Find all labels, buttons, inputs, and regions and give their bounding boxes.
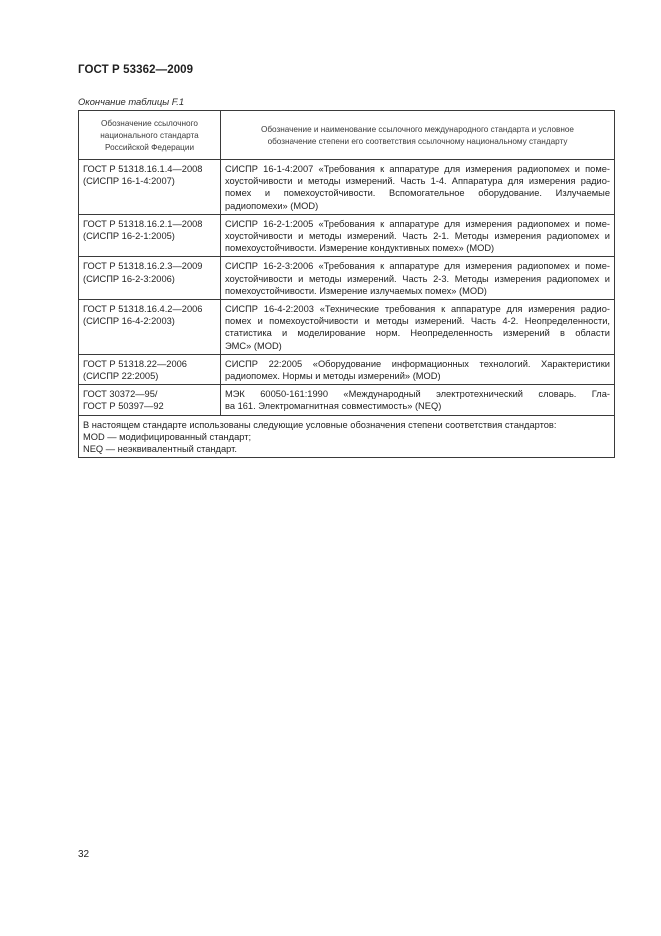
international-standard-line: СИСПР 16-4-2:2003 «Технические требования к аппаратуре для измерения радио- <box>225 304 610 315</box>
international-standard-line: СИСПР 22:2005 «Оборудование информационных технологий. Характеристики <box>225 358 610 369</box>
column-header-line: национального стандарта <box>100 130 199 140</box>
international-standard-cell <box>221 160 615 215</box>
international-standard-line: хоустойчивости и методы измерений. Часть 2-3. Методы измерения радиопомех и <box>225 273 610 284</box>
column-header-line: Российской Федерации <box>104 142 195 152</box>
international-standard-line: СИСПР 16-2-1:2005 «Требования к аппаратуре для измерения радиопомех и поме- <box>225 218 610 229</box>
table-row <box>79 214 615 257</box>
table-row <box>79 385 615 415</box>
table-body <box>79 160 615 458</box>
column-header-line: Обозначение ссылочного <box>101 118 198 128</box>
national-standard-line: (СИСПР 16-2-1:2005) <box>83 231 175 242</box>
international-standard-line: СИСПР 16-1-4:2007 «Требования к аппаратуре для измерения радиопомех и поме- <box>225 164 610 174</box>
table-row <box>79 257 615 300</box>
national-standard-cell <box>79 300 221 355</box>
international-standard-line: помех и помехоустойчивости и методы измерений. Часть 4-2. Неопределенности, <box>225 316 610 327</box>
column-header-line: Обозначение и наименование ссылочного международного стандарта и условное <box>261 124 574 134</box>
national-standard-line: (СИСПР 16-1-4:2007) <box>83 176 175 187</box>
international-standard-line: ва 161. Электромагнитная совместимость» (NEQ) <box>225 401 442 412</box>
international-standard-line: статистика и моделирование норм. Неопределенность измерений в области <box>225 328 610 339</box>
table-note-line: MOD — модифицированный стандарт; <box>83 431 252 442</box>
national-standard-line: (СИСПР 16-4-2:2003) <box>83 316 175 327</box>
table-note-row <box>79 415 615 458</box>
table-row <box>79 160 615 215</box>
page-number: 32 <box>78 849 90 860</box>
international-standard-line: СИСПР 16-2-3:2006 «Требования к аппаратуре для измерения радиопомех и поме- <box>225 261 610 272</box>
column-header-international-standard <box>221 111 615 160</box>
document-header-title: ГОСТ Р 53362—2009 <box>78 64 194 76</box>
national-standard-cell <box>79 385 221 415</box>
reference-standards-table <box>78 110 615 458</box>
national-standard-cell <box>79 160 221 215</box>
national-standard-line: ГОСТ Р 51318.16.2.3—2009 <box>83 261 203 272</box>
table-note-line: В настоящем стандарте использованы следующие условные обозначения степени соответствия стандартов: <box>83 419 557 430</box>
international-standard-cell <box>221 214 615 257</box>
national-standard-line: ГОСТ Р 51318.22—2006 <box>83 358 187 369</box>
table-note-line: NEQ — неэквивалентный стандарт. <box>83 444 237 455</box>
international-standard-line: радиопомех. Нормы и методы измерений» (MOD) <box>225 371 441 382</box>
international-standard-line: МЭК 60050-161:1990 «Международный электротехнический словарь. Гла- <box>225 389 610 400</box>
national-standard-cell <box>79 257 221 300</box>
table-row <box>79 354 615 384</box>
international-standard-cell <box>221 385 615 415</box>
international-standard-line: помех и помехоустойчивости. Вспомогательное оборудование. Излучаемые <box>225 188 610 199</box>
national-standard-cell <box>79 214 221 257</box>
table-caption: Окончание таблицы F.1 <box>78 96 185 107</box>
column-header-line: обозначение степени его соответствия ссылочному национальному стандарту <box>267 136 568 146</box>
international-standard-line: помехоустойчивости. Измерение кондуктивных помех» (MOD) <box>225 243 495 254</box>
national-standard-line: (СИСПР 22:2005) <box>83 371 159 382</box>
national-standard-line: ГОСТ Р 51318.16.4.2—2006 <box>83 304 203 315</box>
table-row <box>79 300 615 355</box>
international-standard-cell <box>221 257 615 300</box>
international-standard-line: хоустойчивости и методы измерений. Часть 2-1. Методы измерения радиопомех и <box>225 231 610 242</box>
national-standard-line: (СИСПР 16-2-3:2006) <box>83 273 175 284</box>
international-standard-line: хоустойчивости и методы измерений. Часть 1-4. Аппаратура для измерения радио- <box>225 176 610 187</box>
national-standard-line: ГОСТ 30372—95/ <box>83 389 158 400</box>
column-header-national-standard <box>79 111 221 160</box>
table-note-cell <box>79 415 615 458</box>
national-standard-line: ГОСТ Р 51318.16.2.1—2008 <box>83 218 203 229</box>
national-standard-line: ГОСТ Р 50397—92 <box>83 401 164 412</box>
international-standard-line: помехоустойчивости. Измерение излучаемых помех» (MOD) <box>225 285 487 296</box>
national-standard-line: ГОСТ Р 51318.16.1.4—2008 <box>83 164 203 174</box>
international-standard-line: ЭМС» (MOD) <box>225 340 282 351</box>
international-standard-cell <box>221 300 615 355</box>
national-standard-cell <box>79 354 221 384</box>
table-header-row <box>79 111 615 160</box>
international-standard-line: радиопомехи» (MOD) <box>225 200 319 211</box>
international-standard-cell <box>221 354 615 384</box>
